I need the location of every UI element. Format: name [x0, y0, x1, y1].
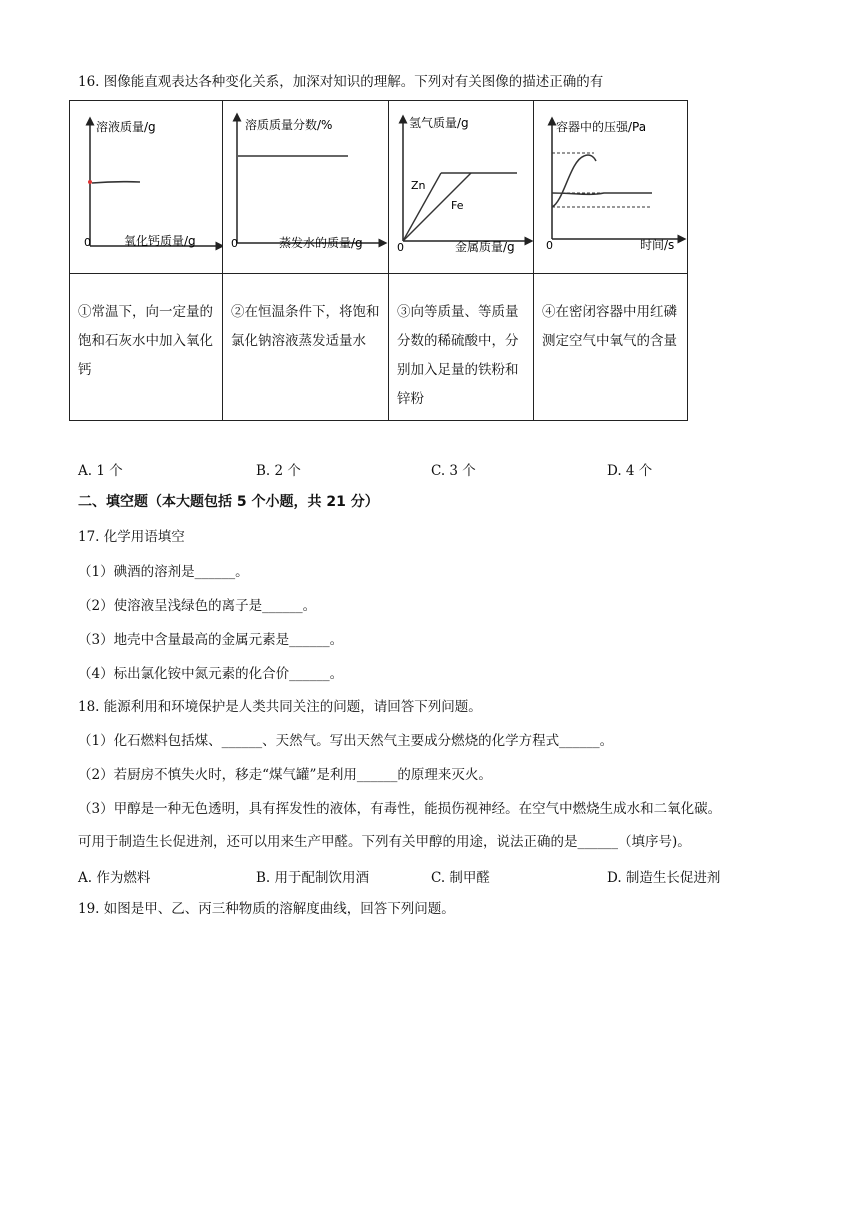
- x-label: 蒸发水的质量/g: [279, 236, 363, 250]
- q19-stem: 19. 如图是甲、乙、丙三种物质的溶解度曲线，回答下列问题。: [78, 901, 455, 917]
- y-label: 容器中的压强/Pa: [556, 120, 647, 134]
- section-2-title: 二、填空题（本大题包括 5 个小题，共 21 分）: [78, 494, 379, 510]
- x-label: 时间/s: [640, 238, 675, 252]
- q17-item-2: （2）使溶液呈浅绿色的离子是______。: [78, 598, 317, 614]
- q18-option-c: C. 制甲醛: [431, 870, 490, 886]
- y-label: 溶质质量分数/%: [245, 118, 333, 132]
- description-4: ④在密闭容器中用红磷测定空气中氧气的含量: [534, 274, 688, 421]
- origin-label: 0: [231, 237, 238, 250]
- q17-stem: 17. 化学用语填空: [78, 529, 185, 545]
- q18-item-3-cont: 可用于制造生长促进剂，还可以用来生产甲醛。下列有关甲醇的用途，说法正确的是______（填序号)。: [78, 834, 691, 850]
- pressure-curve-2: [552, 193, 652, 194]
- description-2: ②在恒温条件下，将饱和氯化钠溶液蒸发适量水: [223, 274, 389, 421]
- graph-cell-2: [223, 101, 389, 274]
- q17-item-3: （3）地壳中含量最高的金属元素是______。: [78, 632, 344, 648]
- q17-item-1: （1）碘酒的溶剂是______。: [78, 564, 249, 580]
- x-label: 金属质量/g: [455, 240, 515, 254]
- zn-label: Zn: [411, 179, 426, 192]
- q18-option-d: D. 制造生长促进剂: [607, 870, 721, 886]
- q18-option-b: B. 用于配制饮用酒: [256, 870, 370, 886]
- q16-option-c: C. 3 个: [431, 463, 476, 479]
- description-3: ③向等质量、等质量分数的稀硫酸中，分别加入足量的铁粉和锌粉: [389, 274, 534, 421]
- q18-item-1: （1）化石燃料包括煤、______、天然气。写出天然气主要成分燃烧的化学方程式______。: [78, 733, 614, 749]
- origin-label: 0: [84, 236, 91, 249]
- y-label: 溶液质量/g: [96, 120, 156, 134]
- q18-item-3: （3）甲醇是一种无色透明，具有挥发性的液体，有毒性，能损伤视神经。在空气中燃烧生成水和二氧化碳。: [78, 801, 722, 817]
- graph-cell-1: [70, 101, 223, 274]
- pressure-curve: [552, 155, 596, 207]
- origin-label: 0: [546, 239, 553, 252]
- graph-1: [70, 101, 222, 269]
- curve: [92, 182, 140, 183]
- q17-item-4: （4）标出氯化铵中氮元素的化合价______。: [78, 666, 344, 682]
- q16-stem: 16. 图像能直观表达各种变化关系，加深对知识的理解。下列对有关图像的描述正确的有: [78, 74, 604, 90]
- x-label: 氧化钙质量/g: [124, 234, 196, 248]
- y-label: 氢气质量/g: [409, 116, 469, 130]
- graph-cell-3: [389, 101, 534, 274]
- fe-label: Fe: [451, 199, 464, 212]
- q16-graph-table: [69, 100, 688, 421]
- origin-label: 0: [397, 241, 404, 254]
- q16-option-a: A. 1 个: [78, 463, 123, 479]
- q16-option-d: D. 4 个: [607, 463, 653, 479]
- graph-3: [389, 101, 533, 269]
- graph-cell-4: [534, 101, 688, 274]
- q18-item-2: （2）若厨房不慎失火时，移走“煤气罐”是利用______的原理来灭火。: [78, 767, 492, 783]
- q16-option-b: B. 2 个: [256, 463, 301, 479]
- description-1: ①常温下，向一定量的饱和石灰水中加入氧化钙: [70, 274, 223, 421]
- q18-stem: 18. 能源利用和环境保护是人类共同关注的问题，请回答下列问题。: [78, 699, 482, 715]
- graph-2: [223, 101, 388, 269]
- graph-4: [534, 101, 687, 269]
- start-point: [88, 180, 92, 184]
- q18-option-a: A. 作为燃料: [78, 870, 151, 886]
